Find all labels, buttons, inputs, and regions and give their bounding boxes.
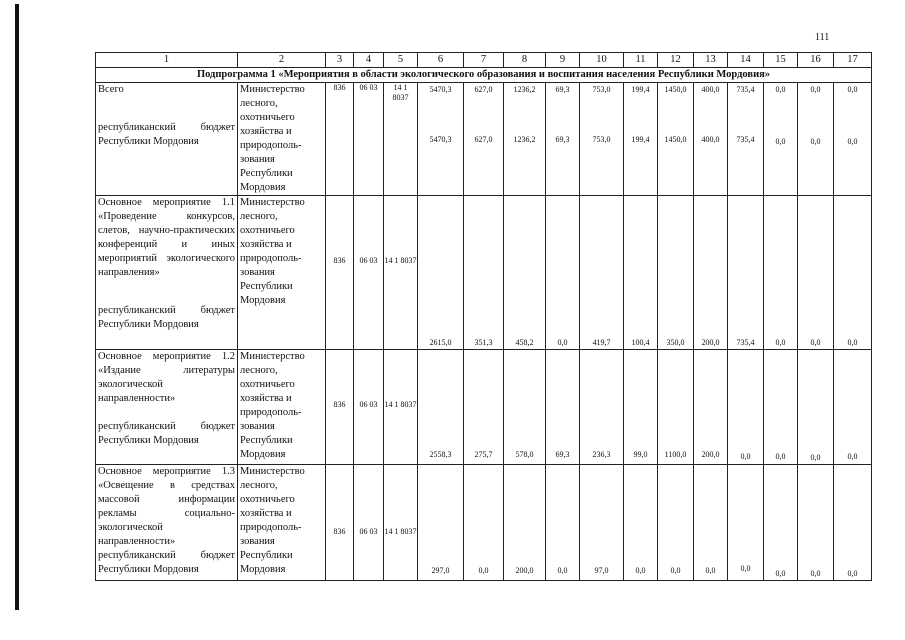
value-cell [624,83,658,196]
value-cell [464,83,504,196]
header-cell: 6 [418,53,464,68]
header-cell: 7 [464,53,504,68]
value: 199,4 [631,135,650,144]
row-title: Всего [98,84,124,95]
value: 419,7 [592,338,611,347]
value: 200,0 [515,566,534,575]
code-cell [326,465,354,581]
code-value: 06 03 [359,83,378,92]
value-cell [580,350,624,465]
value: 753,0 [592,135,611,144]
value-cell [728,196,764,350]
code-value: 836 [333,527,346,536]
value: 0,0 [705,566,716,575]
value-cell [764,196,798,350]
value: 200,0 [701,338,720,347]
value: 0,0 [847,85,858,94]
value-cell [418,196,464,350]
code-cell [326,83,354,196]
value-cell [694,465,728,581]
value: 351,3 [474,338,493,347]
code-value: 14 1 8037 [384,400,417,409]
value: 735,4 [736,338,755,347]
value-cell [728,83,764,196]
table-row [96,196,872,350]
left-margin-line [15,4,19,610]
value: 200,0 [701,450,720,459]
value-cell [504,196,546,350]
value-cell [464,350,504,465]
value: 0,0 [557,566,568,575]
value: 1100,0 [664,450,687,459]
value-cell [580,465,624,581]
row-organization: Министерство лесного, охотничьего хозяйства и природополь-зования Республики Мордовия [238,196,326,350]
value-cell [624,196,658,350]
code-value: 06 03 [359,527,378,536]
value-cell [418,350,464,465]
value: 735,4 [736,85,755,94]
row-organization: Министерство лесного, охотничьего хозяйства и природополь-зования Республики Мордовия [238,350,326,465]
value: 458,2 [515,338,534,347]
value-cell [504,350,546,465]
header-cell: 4 [354,53,384,68]
value: 97,0 [594,566,609,575]
row-funding-source: республиканский бюджет Республики Мордовия [98,305,235,330]
value: 0,0 [775,85,786,94]
code-cell [384,83,418,196]
value: 627,0 [474,135,493,144]
code-cell [354,83,384,196]
value-cell [764,465,798,581]
value-cell [764,83,798,196]
value-cell [834,465,872,581]
header-cell: 14 [728,53,764,68]
value: 1236,2 [513,135,536,144]
header-cell: 8 [504,53,546,68]
value: 0,0 [775,452,786,461]
value-cell [464,196,504,350]
row-funding-source: республиканский бюджет Республики Мордовия [98,421,235,446]
budget-table [95,52,872,581]
value-cell [658,350,694,465]
table-row [96,465,872,581]
value: 1236,2 [513,85,536,94]
page-number: 111 [815,32,830,43]
value-cell [658,196,694,350]
header-cell: 2 [238,53,326,68]
subprogram-title: Подпрограмма 1 «Мероприятия в области экологического образования и воспитания населения Республики Мордовия» [96,68,872,83]
row-description [96,196,238,350]
value: 1450,0 [664,135,687,144]
value-cell [694,83,728,196]
code-cell [384,350,418,465]
value: 0,0 [775,569,786,578]
value: 5470,3 [429,85,452,94]
value: 0,0 [810,453,821,462]
value-cell [798,465,834,581]
value-cell [728,465,764,581]
value-cell [694,350,728,465]
value: 0,0 [847,452,858,461]
value: 199,4 [631,85,650,94]
code-cell [326,196,354,350]
code-cell [384,465,418,581]
value: 0,0 [740,452,751,461]
value: 350,0 [666,338,685,347]
value-cell [624,350,658,465]
value-cell [764,350,798,465]
row-description [96,83,238,196]
value-cell [694,196,728,350]
code-value: 06 03 [359,400,378,409]
value-cell [834,350,872,465]
value-cell [834,83,872,196]
value-cell [798,83,834,196]
value: 0,0 [670,566,681,575]
value-cell [728,350,764,465]
value: 69,3 [555,450,570,459]
value-cell [798,196,834,350]
value: 0,0 [847,569,858,578]
value-cell [658,83,694,196]
table-row [96,83,872,196]
value: 400,0 [701,135,720,144]
value: 69,3 [555,135,570,144]
code-value: 836 [333,83,346,92]
value-cell [418,83,464,196]
header-cell: 11 [624,53,658,68]
value: 0,0 [810,137,821,146]
value: 400,0 [701,85,720,94]
value-cell [546,350,580,465]
value: 5470,3 [429,135,452,144]
value-cell [580,196,624,350]
value: 0,0 [740,564,751,573]
value-cell [418,465,464,581]
value: 0,0 [810,85,821,94]
value-cell [658,465,694,581]
value: 69,3 [555,85,570,94]
header-cell: 3 [326,53,354,68]
code-cell [326,350,354,465]
value-cell [504,465,546,581]
row-funding-source: республиканский бюджет Республики Мордовия [98,550,235,575]
value: 297,0 [431,566,450,575]
value-cell [546,196,580,350]
header-cell: 16 [798,53,834,68]
value: 627,0 [474,85,493,94]
row-title: Основное мероприятие 1.1 «Проведение конкурсов, слетов, научно-практических конференций и иных мероприятий экологического направления» [98,197,235,278]
header-cell: 17 [834,53,872,68]
value: 1450,0 [664,85,687,94]
code-cell [354,196,384,350]
code-value: 14 1 8037 [384,256,417,265]
row-organization: Министерство лесного, охотничьего хозяйства и природополь-зования Республики Мордовия [238,465,326,581]
value: 99,0 [633,450,648,459]
header-cell: 10 [580,53,624,68]
code-cell [354,465,384,581]
header-cell: 12 [658,53,694,68]
code-value: 836 [333,256,346,265]
value-cell [504,83,546,196]
code-cell [384,196,418,350]
subprogram-title-row [96,68,872,83]
value: 0,0 [478,566,489,575]
value: 2558,3 [429,450,452,459]
value: 0,0 [847,338,858,347]
code-value: 14 1 8037 [384,527,417,536]
value: 275,7 [474,450,493,459]
row-description [96,350,238,465]
value: 753,0 [592,85,611,94]
row-funding-source: республиканский бюджет Республики Мордовия [98,122,235,147]
code-cell [354,350,384,465]
code-value: 836 [333,400,346,409]
header-cell: 1 [96,53,238,68]
value-cell [464,465,504,581]
value: 236,3 [592,450,611,459]
value-cell [834,196,872,350]
header-number-row [96,53,872,68]
row-organization: Министерство лесного, охотничьего хозяйства и природополь-зования Республики Мордовия [238,83,326,196]
value: 0,0 [810,569,821,578]
value: 735,4 [736,135,755,144]
code-value: 14 1 8037 [392,83,409,102]
value: 100,4 [631,338,650,347]
row-title: Основное мероприятие 1.2 «Издание литературы экологической направленности» [98,351,235,404]
value-cell [546,83,580,196]
row-title: Основное мероприятие 1.3 «Освещение в средствах массовой информации рекламы социально-экологической направленности» [98,466,235,547]
header-cell: 5 [384,53,418,68]
value-cell [546,465,580,581]
value: 2615,0 [429,338,452,347]
value: 0,0 [635,566,646,575]
table-row [96,350,872,465]
value: 578,0 [515,450,534,459]
header-cell: 9 [546,53,580,68]
value-cell [798,350,834,465]
code-value: 06 03 [359,256,378,265]
value: 0,0 [775,338,786,347]
value-cell [624,465,658,581]
header-cell: 15 [764,53,798,68]
row-description [96,465,238,581]
value: 0,0 [847,137,858,146]
value: 0,0 [810,338,821,347]
value: 0,0 [775,137,786,146]
value: 0,0 [557,338,568,347]
header-cell: 13 [694,53,728,68]
value-cell [580,83,624,196]
